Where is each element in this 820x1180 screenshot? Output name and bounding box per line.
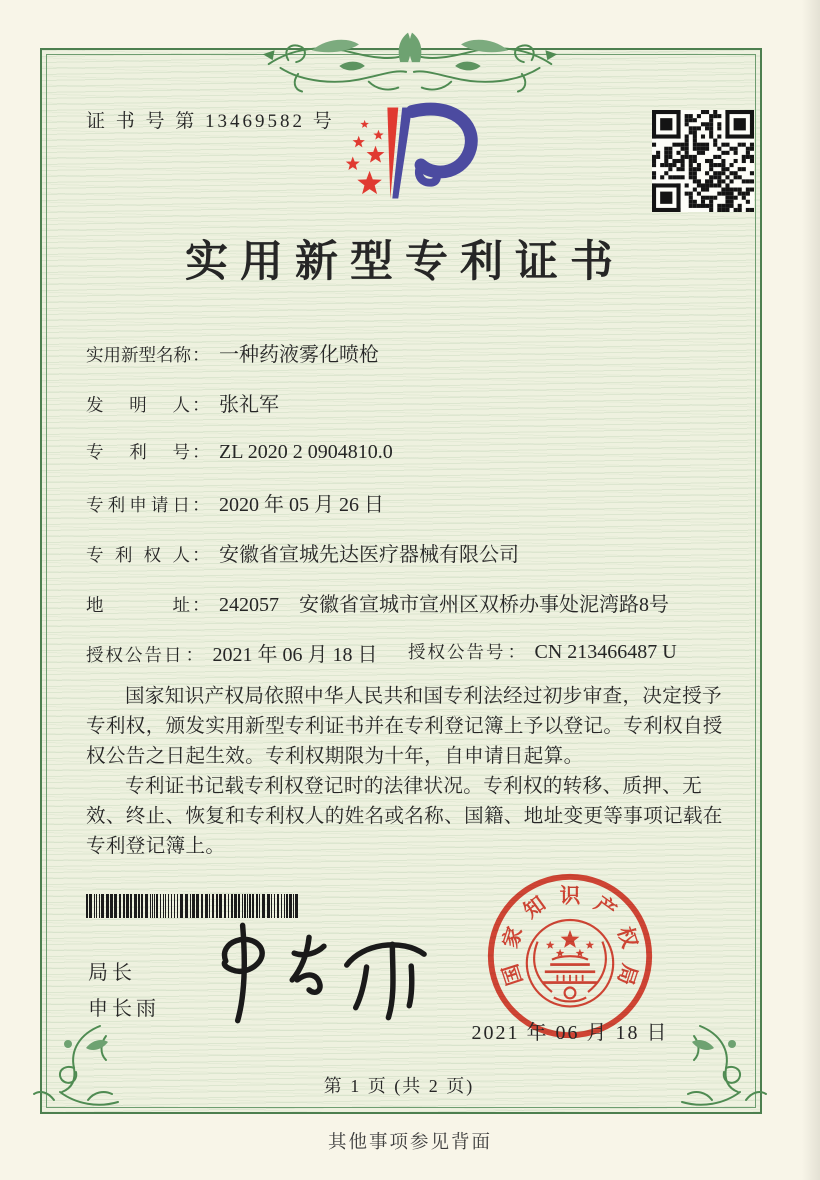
- field-value: 242057 安徽省宣城市宣州区双桥办事处泥湾路8号: [219, 594, 669, 616]
- back-side-note: 其他事项参见背面: [327, 1133, 492, 1153]
- field-list: [86, 338, 746, 688]
- field-value: 张礼军: [219, 394, 279, 416]
- field-colon: ：: [507, 642, 526, 662]
- legal-text: [86, 682, 738, 862]
- field-value: ZL 2020 2 0904810.0: [219, 441, 393, 463]
- field-label: 实用新型名称: [86, 345, 191, 365]
- svg-text:权: 权: [612, 924, 641, 951]
- commissioner-signature: [198, 916, 436, 1028]
- field-row-grant: [86, 638, 746, 688]
- field-colon: ：: [192, 442, 210, 462]
- field-label: 专利申请日: [86, 495, 190, 515]
- field-colon: ：: [192, 495, 210, 515]
- commissioner-name: 申长雨: [88, 998, 160, 1020]
- svg-text:局: 局: [612, 961, 641, 988]
- svg-text:识: 识: [559, 885, 581, 908]
- barcode: [86, 894, 300, 918]
- page-number: 第 1 页 (共 2 页): [323, 1076, 475, 1096]
- field-value: 2020 年 05 月 26 日: [219, 494, 384, 516]
- commissioner-title: 局长: [88, 962, 136, 984]
- certificate-number: 证 书 号 第 13469582 号: [86, 111, 335, 132]
- svg-text:知: 知: [520, 892, 550, 923]
- field-value: 一种药液雾化喷枪: [219, 344, 379, 366]
- field-label: 专利号: [86, 442, 190, 462]
- field-row-patent-no: [86, 438, 746, 488]
- bottom-left-corner-ornament: [30, 1022, 130, 1118]
- field-label: 授权公告日: [86, 645, 184, 665]
- qr-code: [652, 110, 754, 212]
- svg-text:产: 产: [590, 892, 620, 923]
- bottom-right-corner-ornament: [670, 1022, 770, 1118]
- legal-paragraph-1: 国家知识产权局依照中华人民共和国专利法经过初步审查，决定授予专利权，颁发实用新型专利证书并在专利登记簿上予以登记。专利权自授权公告之日起生效。专利权期限为十年，自申请日起算。: [86, 686, 723, 767]
- field-colon: ：: [192, 595, 210, 615]
- field-value: 2021 年 06 月 18 日: [212, 644, 378, 666]
- svg-text:家: 家: [499, 924, 528, 951]
- field-colon: ：: [192, 395, 210, 415]
- grant-no-group: [408, 638, 677, 664]
- field-colon: ：: [185, 645, 204, 665]
- field-value: CN 213466487 U: [534, 641, 677, 663]
- scan-edge-shadow: [802, 0, 820, 1180]
- field-label: 专利权人: [86, 545, 190, 565]
- field-label: 授权公告号: [408, 642, 506, 662]
- field-row-inventor: [86, 388, 746, 438]
- field-label: 发明人: [86, 395, 190, 415]
- certificate-title: 实用新型专利证书: [185, 239, 625, 286]
- field-row-name: [86, 338, 746, 388]
- field-row-filing-date: [86, 488, 746, 538]
- seal-date: 2021 年 06 月 18 日: [471, 1022, 669, 1044]
- field-value: 安徽省宣城先达医疗器械有限公司: [219, 544, 519, 566]
- field-colon: ：: [192, 545, 210, 565]
- svg-text:国: 国: [499, 961, 528, 988]
- legal-paragraph-2: 专利证书记载专利权登记时的法律状况。专利权的转移、质押、无效、终止、恢复和专利权人的姓名或名称、国籍、地址变更等事项记载在专利登记簿上。: [86, 776, 723, 857]
- field-label: 地址: [86, 595, 190, 615]
- cnipa-logo-icon: [332, 98, 510, 216]
- field-row-address: [86, 588, 746, 638]
- field-colon: ：: [192, 345, 210, 365]
- field-row-patentee: [86, 538, 746, 588]
- grant-date-group: [86, 644, 378, 666]
